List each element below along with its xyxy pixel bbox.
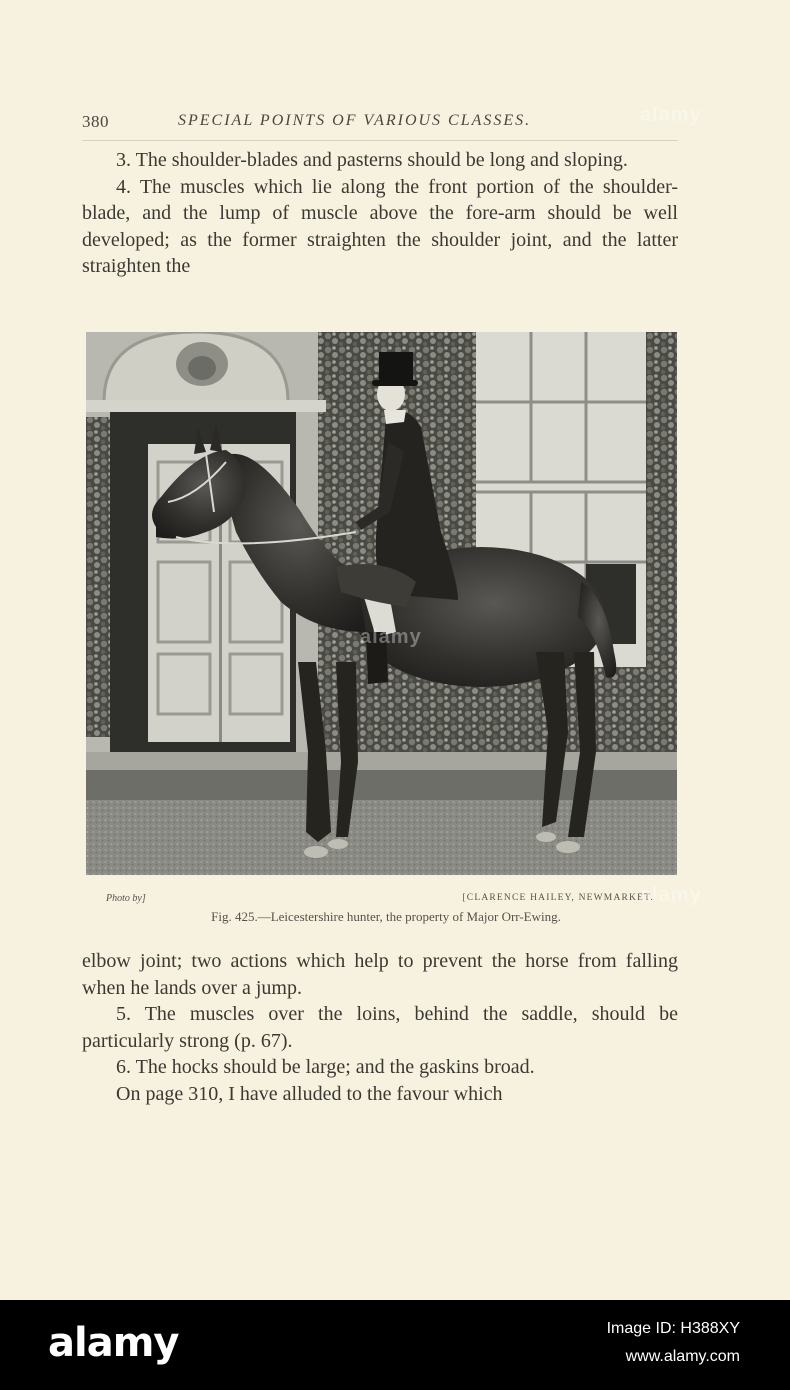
running-head: SPECIAL POINTS OF VARIOUS CLASSES. [178,112,532,129]
paragraph-continued: elbow joint; two actions which help to prevent the horse from falling when he lands over a jump. [82,950,678,999]
photo-credit [106,893,654,907]
paragraph-3: 3. The shoulder-blades and pasterns should be long and sloping. [116,149,628,171]
watermark: alamy [640,104,702,126]
horse-photograph [86,332,677,875]
page-number: 380 [82,112,109,131]
site-url: www.alamy.com [625,1348,740,1365]
paragraph-5: 5. The muscles over the loins, behind the saddle, should be particularly strong (p. 67). [82,1003,678,1052]
image-id: Image ID: H388XY [606,1320,740,1337]
body-text-after-figure [82,948,678,1107]
photographer-credit: [CLARENCE HAILEY, NEWMARKET. [462,893,654,903]
photo-credit-label: Photo by] [106,893,146,904]
watermark: alamy [360,626,422,648]
paragraph-6: 6. The hocks should be large; and the gaskins broad. [116,1056,535,1078]
header-rule [82,140,678,141]
watermark: alamy [640,884,702,906]
alamy-logo: alamy [48,1320,179,1366]
paragraph-next: On page 310, I have alluded to the favour which [116,1082,503,1105]
body-text-before-figure [82,147,678,280]
stock-footer-bar [0,1300,790,1390]
paragraph-4: 4. The muscles which lie along the front portion of the shoulder-blade, and the lump of muscle above the fore-arm should be well developed; as the former straighten the shoulder joint, and the latter straighten the [82,175,678,277]
figure-caption: Fig. 425.—Leicestershire hunter, the property of Major Orr-Ewing. [211,909,561,924]
page-header [82,108,678,138]
